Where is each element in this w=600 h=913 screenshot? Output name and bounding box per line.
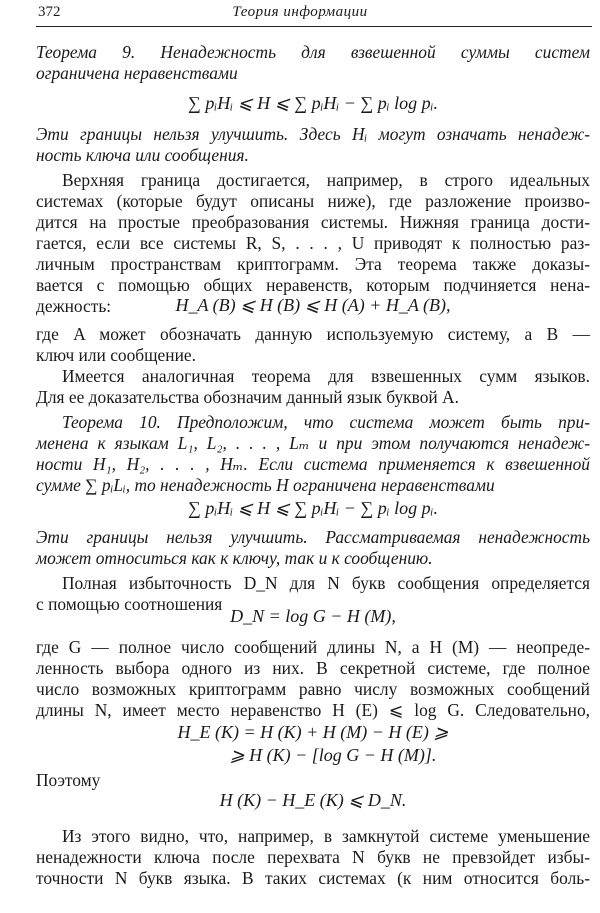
equation: H (K) − H_E (K) ⩽ D_N. <box>219 790 407 810</box>
equation: ∑ pᵢHᵢ ⩽ H ⩽ ∑ pᵢHᵢ − ∑ pᵢ log pᵢ. <box>188 93 438 113</box>
text-line: гается, если все системы R, S, . . . , U приводят к полностью раз- <box>36 233 590 253</box>
text-line: Имеется аналогичная теорема для взвешенных сумм языков. <box>62 366 590 386</box>
equation: D_N = log G − H (M), <box>230 606 396 626</box>
text-line: менена к языкам L₁, L₂, . . . , Lₘ и при этом получаются ненадеж- <box>36 433 590 453</box>
text-line: Полная избыточность D_N для N букв сообщения определяется <box>62 573 590 593</box>
text-line: ности H₁, H₂, . . . , Hₘ. Если система применяется к взвешенной <box>36 454 590 474</box>
running-title: Теория информации <box>232 4 368 20</box>
equation: ⩾ H (K) − [log G − H (M)]. <box>229 745 437 765</box>
text-line: дится на простые преобразования системы. Нижняя граница дости- <box>36 212 590 232</box>
text-line: вается с помощью общих неравенств, которым подчиняется нена- <box>36 275 590 295</box>
text-line: где A может обозначать данную используемую систему, а B — <box>36 324 590 344</box>
text-line: длины N, имеет место неравенство H (E) ⩽ log G. Следовательно, <box>36 700 590 720</box>
text-line: ленность выбора одного из них. В секретной системе, где полное <box>36 658 590 678</box>
text-line: сумме ∑ pᵢLᵢ, то ненадежность H ограничена неравенствами <box>36 475 495 495</box>
text-line: Эти границы нельзя улучшить. Рассматриваемая ненадежность <box>36 527 590 547</box>
text-line: может относиться как к ключу, так и к сообщению. <box>36 548 433 568</box>
text-line: где G — полное число сообщений длины N, а H (M) — неопреде- <box>36 637 590 657</box>
text-line: ключ или сообщение. <box>36 345 196 365</box>
text-line: ограничена неравенствами <box>36 63 238 83</box>
equation: H_E (K) = H (K) + H (M) − H (E) ⩾ <box>177 722 449 742</box>
text-line: системах (которые будут описаны ниже), где разложение произво- <box>36 191 590 211</box>
equation: ∑ pᵢHᵢ ⩽ H ⩽ ∑ pᵢHᵢ − ∑ pᵢ log pᵢ. <box>188 498 438 518</box>
text-line: Для ее доказательства обозначим данный язык буквой A. <box>36 387 459 407</box>
text-line: Теорема 10. Предположим, что система может быть при- <box>62 412 590 432</box>
text-line: число возможных криптограмм равно числу возможных сообщений <box>36 679 590 699</box>
text-line: ность ключа или сообщения. <box>36 145 249 165</box>
text-line: ненадежности ключа после перехвата N букв не превзойдет избы- <box>36 847 590 867</box>
text-line: точности N букв языка. В таких системах (к ним относится боль- <box>36 868 590 888</box>
header-rule <box>36 26 592 27</box>
text-line: Из этого видно, что, например, в замкнутой системе уменьшение <box>62 826 590 846</box>
text-line: с помощью соотношения <box>36 594 223 614</box>
text-line: личным пространствам криптограмм. Эта теорема также доказы- <box>36 254 590 274</box>
page-number: 372 <box>38 4 61 20</box>
text-line: дежность: <box>36 296 112 316</box>
text-line: Поэтому <box>36 770 101 790</box>
text-line: Теорема 9. Ненадежность для взвешенной суммы систем <box>36 42 590 62</box>
text-line: Эти границы нельзя улучшить. Здесь Hᵢ могут означать ненадеж- <box>36 124 590 144</box>
text-line: Верхняя граница достигается, например, в строго идеальных <box>62 170 590 190</box>
equation: H_A (B) ⩽ H (B) ⩽ H (A) + H_A (B), <box>175 295 451 315</box>
